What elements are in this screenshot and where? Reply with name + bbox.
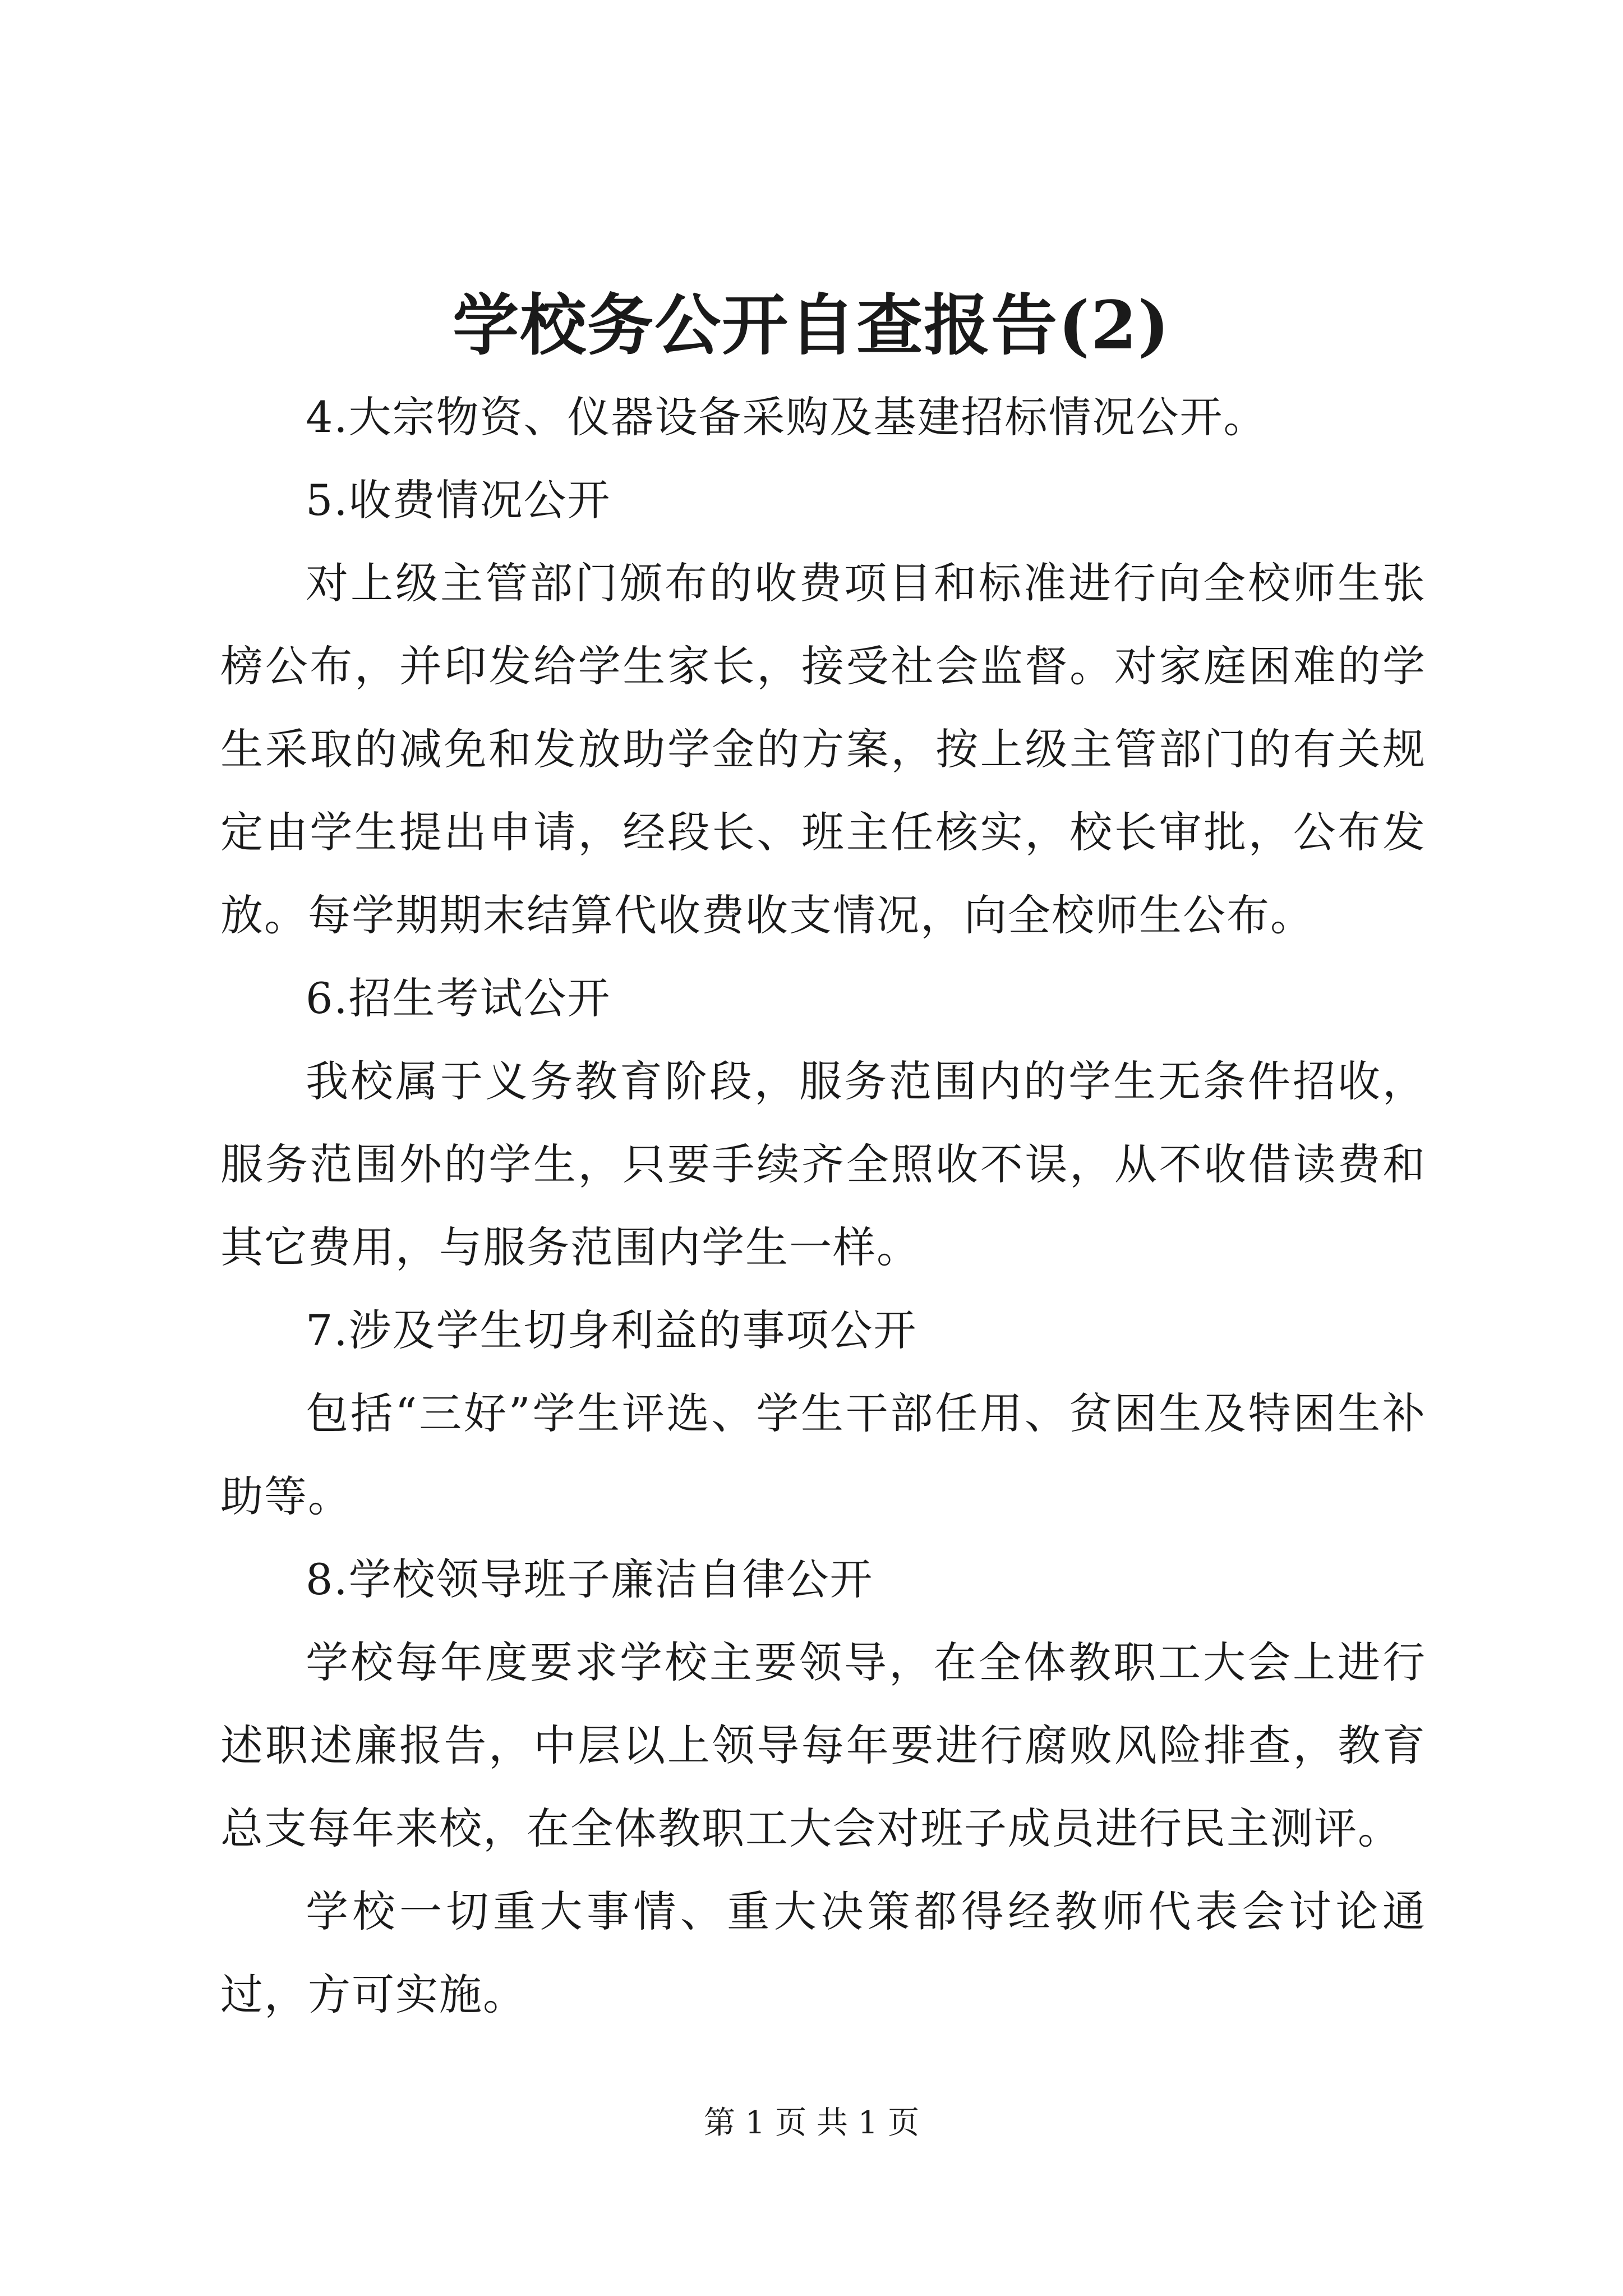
heading-leadership-integrity: 8.学校领导班子廉洁自律公开 [306, 1554, 874, 1604]
paragraph-fees: 对上级主管部门颁布的收费项目和标准进行向全校师生张榜公布，并印发给学生家长，接受社会监督。对家庭困难的学生采取的减免和发放助学金的方案，按上级主管部门的有关规定由学生提出申请，经段长、班主任核实，校长审批，公布发放。每学期期末结算代收费收支情况，向全校师生公布。 [220, 558, 1426, 940]
paragraph-student-interests: 包括“三好”学生评选、学生干部任用、贫困生及特困生补助等。 [220, 1388, 1426, 1521]
document-title: 学校务公开自查报告(2) [453, 286, 1170, 364]
paragraph-procurement: 4.大宗物资、仪器设备采购及基建招标情况公开。 [306, 392, 1267, 442]
page-number-footer: 第 1 页 共 1 页 [703, 2105, 920, 2141]
paragraph-major-decisions: 学校一切重大事情、重大决策都得经教师代表会讨论通过，方可实施。 [220, 1887, 1426, 2019]
paragraph-enrollment: 我校属于义务教育阶段，服务范围内的学生无条件招收，服务范围外的学生，只要手续齐全照收不误，从不收借读费和其它费用，与服务范围内学生一样。 [220, 1056, 1426, 1272]
heading-fees: 5.收费情况公开 [306, 475, 611, 525]
paragraph-leadership-integrity: 学校每年度要求学校主要领导，在全体教职工大会上进行述职述廉报告，中层以上领导每年要进行腐败风险排查，教育总支每年来校，在全体教职工大会对班子成员进行民主测评。 [220, 1637, 1426, 1853]
heading-student-interests: 7.涉及学生切身利益的事项公开 [306, 1305, 917, 1355]
document-body [220, 376, 1426, 2036]
heading-enrollment: 6.招生考试公开 [306, 973, 611, 1023]
